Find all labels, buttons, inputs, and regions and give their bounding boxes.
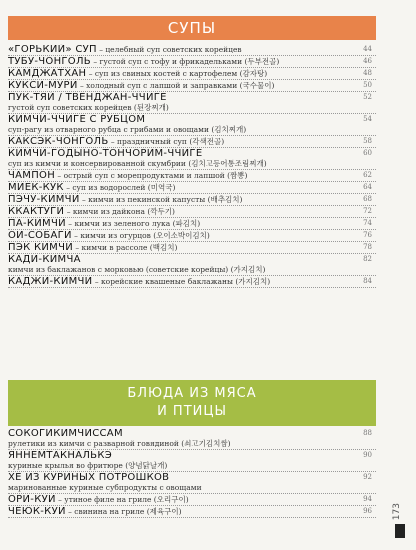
dish-description: – густой суп с тофу и фрикадельками (두부전골) (90, 57, 280, 66)
dish-description: – праздничный суп (각색전골) (108, 137, 225, 146)
list-item (8, 494, 376, 506)
dish-name: ОРИ-КУИ (8, 494, 56, 505)
page-number: 74 (363, 219, 372, 227)
dish-name: ЧАМПОН (8, 170, 56, 181)
page-number: 44 (363, 45, 372, 53)
page-number: 58 (363, 137, 372, 145)
page-number: 46 (363, 57, 372, 65)
dish-name: КИМЧИ-ГОДЫНО-ТОНЧОРИМ-ЧЧИГЕ (8, 148, 203, 159)
list-item (8, 114, 376, 136)
list-item (8, 506, 376, 518)
page-number: 94 (363, 495, 372, 503)
section-title-line2: И ПТИЦЫ (157, 404, 227, 419)
page-number: 76 (363, 231, 372, 239)
dish-description: – кимчи из зеленого лука (파김치) (65, 219, 201, 228)
list-item (8, 194, 376, 206)
dish-name: КУКСИ-МУРИ (8, 80, 78, 91)
dish-description: кимчи из баклажанов с морковью (советские корейцы) (가지김치) (8, 265, 266, 274)
page-number: 68 (363, 195, 372, 203)
page-number: 54 (363, 115, 372, 123)
dish-description: – суп из свиных костей с картофелем (감자탕) (86, 69, 268, 78)
section-header-soups (8, 16, 376, 40)
list-item (8, 170, 376, 182)
list-item (8, 68, 376, 80)
dish-description: суп-рагу из отварного рубца с грибами и овощами (김치찌개) (8, 125, 247, 134)
dish-description: – суп из водорослей (미역국) (63, 183, 176, 192)
list-item (8, 56, 376, 68)
page-side-number: 173 (392, 503, 402, 521)
list-item (8, 472, 376, 494)
list-item (8, 242, 376, 254)
dish-name: ККАКТУГИ (8, 206, 65, 217)
page-number: 60 (363, 149, 372, 157)
page-number: 82 (363, 255, 372, 263)
dish-name: ЯННЕМТАКНАЛЬКЭ (8, 450, 113, 461)
dish-description: – кимчи из пекинской капусты (배추김치) (79, 195, 243, 204)
dish-name: ЧЕЮК-КУИ (8, 506, 66, 517)
list-item (8, 230, 376, 242)
section-title-line1: БЛЮДА ИЗ МЯСА (127, 386, 257, 401)
dish-name: КАМДЖАТХАН (8, 68, 87, 79)
list-item (8, 218, 376, 230)
list-item (8, 254, 376, 276)
page-number: 64 (363, 183, 372, 191)
dish-name: КАКСЭК-ЧОНГОЛЬ (8, 136, 109, 147)
dish-name: КАДИ-КИМЧА (8, 254, 81, 265)
dish-description: – кимчи в рассоле (백김치) (73, 243, 178, 252)
page-number: 84 (363, 277, 372, 285)
page-number: 78 (363, 243, 372, 251)
list-item (8, 276, 376, 288)
side-marker (395, 524, 405, 538)
dish-name: ОИ-СОБАГИ (8, 230, 72, 241)
page-number: 88 (363, 429, 372, 437)
page-number: 92 (363, 473, 372, 481)
dish-name: ПЭЧУ-КИМЧИ (8, 194, 80, 205)
dish-description: – утиное филе на гриле (오리구이) (55, 495, 189, 504)
meat-list (8, 428, 376, 518)
dish-description: – острый суп с морепродуктами и лапшой (짬뽕) (55, 171, 248, 180)
dish-name: «ГОРЬКИЙ» СУП (8, 44, 97, 55)
dish-description: густой суп советских корейцев (된장찌개) (8, 103, 169, 112)
dish-name: КИМЧИ-ЧЧИГЕ С РУБЦОМ (8, 114, 146, 125)
page-number: 96 (363, 507, 372, 515)
list-item (8, 450, 376, 472)
list-item (8, 44, 376, 56)
list-item (8, 428, 376, 450)
dish-description: куриные крылья во фритюре (양념닭날개) (8, 461, 168, 470)
list-item (8, 148, 376, 170)
list-item (8, 80, 376, 92)
list-item (8, 136, 376, 148)
page-number: 72 (363, 207, 372, 215)
dish-name: ХЕ ИЗ КУРИНЫХ ПОТРОШКОВ (8, 472, 170, 483)
section-header-meat (8, 380, 376, 426)
dish-description: – кимчи из дайкона (깍두기) (64, 207, 175, 216)
dish-name: ТУБУ-ЧОНГОЛЬ (8, 56, 91, 67)
dish-name: ПА-КИМЧИ (8, 218, 66, 229)
list-item (8, 182, 376, 194)
dish-name: СОКОГИКИМЧИССАМ (8, 428, 123, 439)
dish-description: суп из кимчи и консервированной скумбрии (김치고등어통조림찌개) (8, 159, 267, 168)
dish-description: – целебный суп советских корейцев (96, 45, 242, 54)
dish-description: маринованные куриные субпродукты с овощами (8, 483, 202, 492)
list-item (8, 92, 376, 114)
dish-description: – холодный суп с лапшой и заправками (국수물이) (77, 81, 275, 90)
page-number: 52 (363, 93, 372, 101)
page-number: 50 (363, 81, 372, 89)
page-number: 62 (363, 171, 372, 179)
soups-list (8, 44, 376, 288)
page-number: 48 (363, 69, 372, 77)
page-number: 90 (363, 451, 372, 459)
dish-name: МИЁК-КУК (8, 182, 64, 193)
dish-name: ПУК-ТЯЙ / ТВЕНДЖАН-ЧЧИГЕ (8, 92, 167, 103)
list-item (8, 206, 376, 218)
dish-name: КАДЖИ-КИМЧИ (8, 276, 93, 287)
dish-name: ПЭК КИМЧИ (8, 242, 74, 253)
dish-description: – свинина на гриле (제육구이) (65, 507, 182, 516)
dish-description: рулетики из кимчи с разварной говядиной (쇠고기김치쌈) (8, 439, 231, 448)
dish-description: – кимчи из огурцов (오이소박이김치) (71, 231, 210, 240)
section-title: СУПЫ (167, 19, 217, 37)
dish-description: – корейские квашеные баклажаны (가지김치) (92, 277, 271, 286)
